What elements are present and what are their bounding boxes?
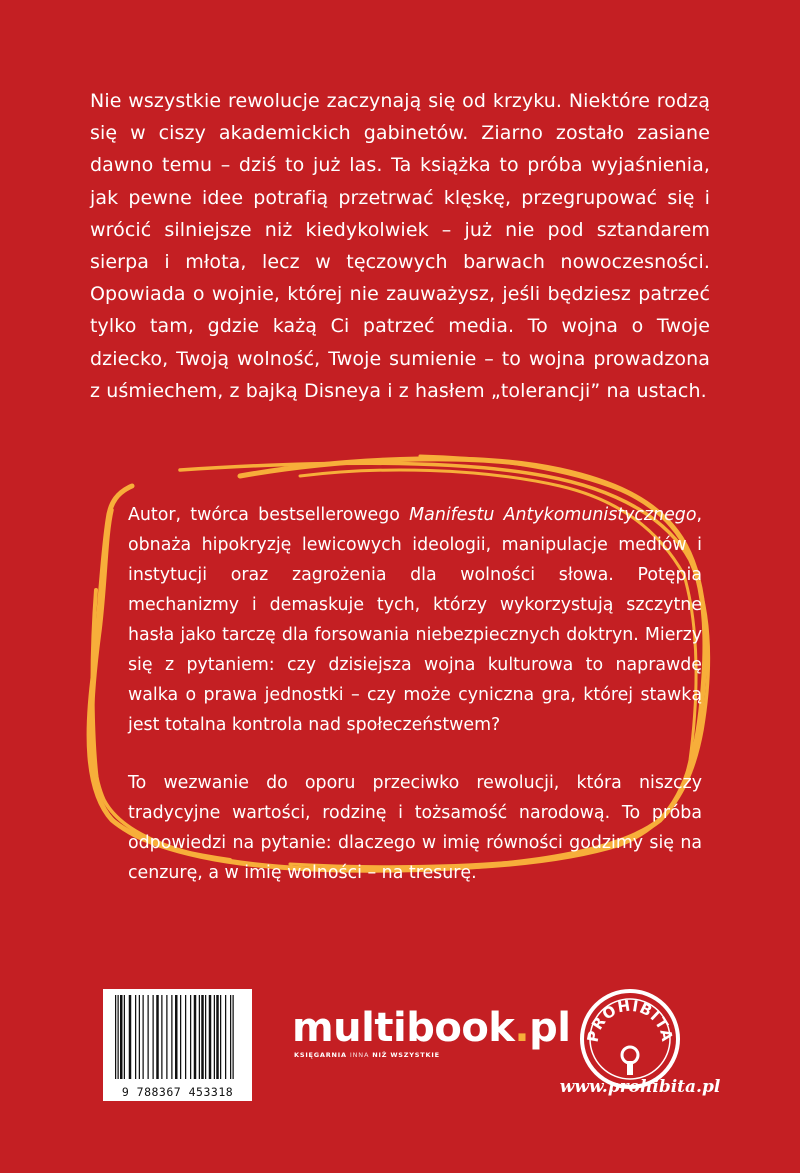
barcode-bar bbox=[209, 995, 212, 1079]
multibook-tagline: KSIĘGARNIA INNA NIŻ WSZYSTKIE bbox=[294, 1051, 440, 1059]
barcode-bar bbox=[230, 995, 231, 1079]
isbn-number: 9 788367 453318 bbox=[121, 1085, 234, 1099]
barcode-bar bbox=[194, 995, 197, 1079]
barcode-bar bbox=[199, 995, 200, 1079]
isbn-barcode bbox=[103, 989, 252, 1101]
multibook-dot: . bbox=[514, 1005, 530, 1051]
prohibita-website: www.prohibita.pl bbox=[559, 1077, 721, 1097]
barcode-bar bbox=[135, 995, 136, 1079]
barcode-bar bbox=[120, 995, 123, 1079]
barcode-bar bbox=[156, 995, 159, 1079]
barcode-bar bbox=[124, 995, 125, 1079]
barcode-bar bbox=[171, 995, 172, 1079]
barcode-bar bbox=[161, 995, 162, 1079]
barcode-bar bbox=[225, 995, 226, 1079]
barcode-bar bbox=[153, 995, 154, 1079]
barcode-bar bbox=[205, 995, 206, 1079]
barcode-bar bbox=[118, 995, 119, 1079]
barcode-bar bbox=[115, 995, 116, 1079]
barcode-bar bbox=[148, 995, 149, 1079]
book-description bbox=[128, 500, 702, 916]
barcode-bar bbox=[139, 995, 140, 1079]
multibook-logo bbox=[292, 1006, 570, 1059]
barcode-bar bbox=[214, 995, 215, 1079]
barcode-bar bbox=[180, 995, 181, 1079]
barcode-bar bbox=[220, 995, 221, 1079]
back-cover-blurb: Nie wszystkie rewolucje zaczynają się od krzyku. Niektóre rodzą się w ciszy akademickich gabinetów. Ziarno zostało zasiane dawno temu – dziś to już las. Ta książka to próba wyjaśnienia, jak pewne idee potrafią przetrwać klęskę, przegrupować się i wrócić silniejsze niż kiedykolwiek – już nie pod sztandarem sierpa i młota, lecz w tęczowych barwach nowoczesności. Opowiada o wojnie, której nie zauważysz, jeśli będziesz patrzeć tylko tam, gdzie każą Ci patrzeć media. To wojna o Twoje dziecko, Twoją wolność, Twoje sumienie – to wojna prowadzona z uśmiechem, z bajką Disneya i z hasłem „tolerancji” na ustach. bbox=[90, 90, 710, 402]
barcode-bar bbox=[201, 995, 204, 1079]
barcode-bars bbox=[113, 995, 243, 1079]
multibook-name: multibook bbox=[292, 1005, 515, 1051]
barcode-bar bbox=[216, 995, 219, 1079]
description-paragraph-2: To wezwanie do oporu przeciwko rewolucji, która niszczy tradycyjne wartości, rodzinę i tożsamość narodową. To próba odpowiedzi na pytanie: dlaczego w imię równości godzimy się na cenzurę, a w imię wolności – na tresurę. bbox=[128, 773, 702, 883]
barcode-bar bbox=[185, 995, 186, 1079]
barcode-bar bbox=[233, 995, 234, 1079]
barcode-bar bbox=[166, 995, 167, 1079]
barcode-bar bbox=[190, 995, 191, 1079]
prohibita-stamp-logo bbox=[578, 987, 682, 1091]
barcode-bar bbox=[143, 995, 144, 1079]
multibook-tld: pl bbox=[529, 1005, 571, 1051]
book-title-italic: Manifestu Antykomunistycznego bbox=[409, 505, 697, 525]
barcode-bar bbox=[129, 995, 132, 1079]
stamp-text: PROHIBITA bbox=[583, 996, 677, 1044]
description-paragraph-1: Autor, twórca bestsellerowego Manifestu Antykomunistycznego, obnaża hipokryzję lewicowych ideologii, manipulacje mediów i instytucji oraz zagrożenia dla wolności słowa. Potępia mechanizmy i demaskuje tych, którzy wykorzystują szczytne hasła jako tarczę dla forsowania niebezpiecznych doktryn. Mierzy się z pytaniem: czy dzisiejsza wojna kulturowa to naprawdę walka o prawa jednostki – czy może cyniczna gra, której stawką jest totalna kontrola nad społeczeństwem? bbox=[128, 505, 702, 735]
barcode-bar bbox=[175, 995, 178, 1079]
